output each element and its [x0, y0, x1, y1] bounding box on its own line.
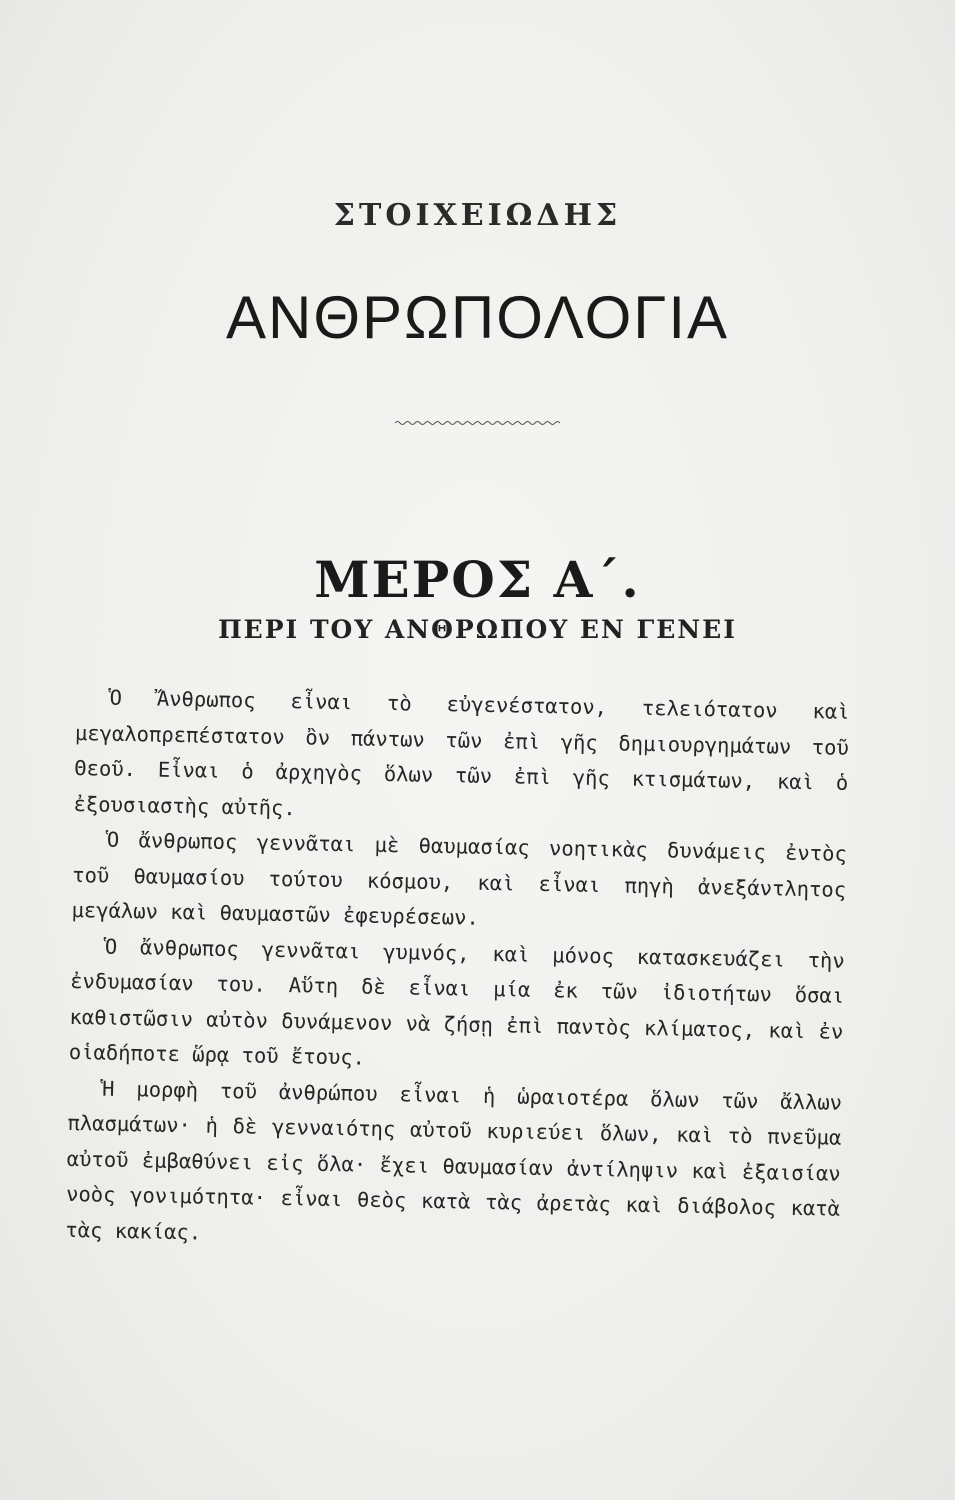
paragraph: Ἡ μορφὴ τοῦ ἀνθρώπου εἶναι ἡ ὡραιοτέρα ὅλων τῶν ἄλλων πλασμάτων· ἡ δὲ γενναιότης αὐτοῦ κυριεύει ὅλων, καὶ τὸ πνεῦμα αὐτοῦ ἐμβαθύνει εἰς ὅλα· ἔχει θαυμασίαν ἀντίληψιν καὶ ἐξαισίαν νοὸς γονιμότητα· εἶναι θεὸς κατὰ τὰς ἀρετὰς καὶ διάβολος κατὰ τὰς κακίας. [65, 1076, 843, 1245]
part-heading: ΜΕΡΟΣ Α΄. [314, 550, 641, 609]
paragraph: Ὁ ἄνθρωπος γεννᾶται μὲ θαυμασίας νοητικὰς δυνάμεις ἐντὸς τοῦ θαυμασίου τούτου κόσμου, καὶ εἶναι πηγὴ ἀνεξάντλητος μεγάλων καὶ θαυμαστῶν ἐφευρέσεων. [71, 827, 848, 930]
body-text [65, 680, 850, 1263]
paragraph: Ὁ Ἄνθρωπος εἶναι τὸ εὐγενέστατον, τελειότατον καὶ μεγαλοπρεπέστατον ὂν πάντων τῶν ἐπὶ γῆς δημιουργημάτων τοῦ Θεοῦ. Εἶναι ὁ ἀρχηγὸς ὅλων τῶν ἐπὶ γῆς κτισμάτων, καὶ ὁ ἐξουσιαστὴς αὐτῆς. [73, 685, 850, 820]
page-supertitle: ΣΤΟΙΧΕΙΩΔΗΣ [333, 198, 622, 233]
page-title: ΑΝΘΡΩΠΟΛΟΓΙΑ [225, 284, 730, 351]
chapter-heading: ΠΕΡΙ ΤΟΥ ΑΝΘΡΩΠΟΥ ΕΝ ΓΕΝΕΙ [218, 615, 737, 644]
decorative-wavy-rule [395, 418, 560, 428]
paragraph: Ὁ ἄνθρωπος γεννᾶται γυμνός, καὶ μόνος κατασκευάζει τὴν ἐνδυμασίαν του. Αὕτη δὲ εἶναι μία ἐκ τῶν ἰδιοτήτων ὅσαι καθιστῶσιν αὐτὸν δυνάμενον νὰ ζήσῃ ἐπὶ παντὸς κλίματος, καὶ ἐν οἱαδήποτε ὥρᾳ τοῦ ἔτους. [68, 934, 845, 1070]
